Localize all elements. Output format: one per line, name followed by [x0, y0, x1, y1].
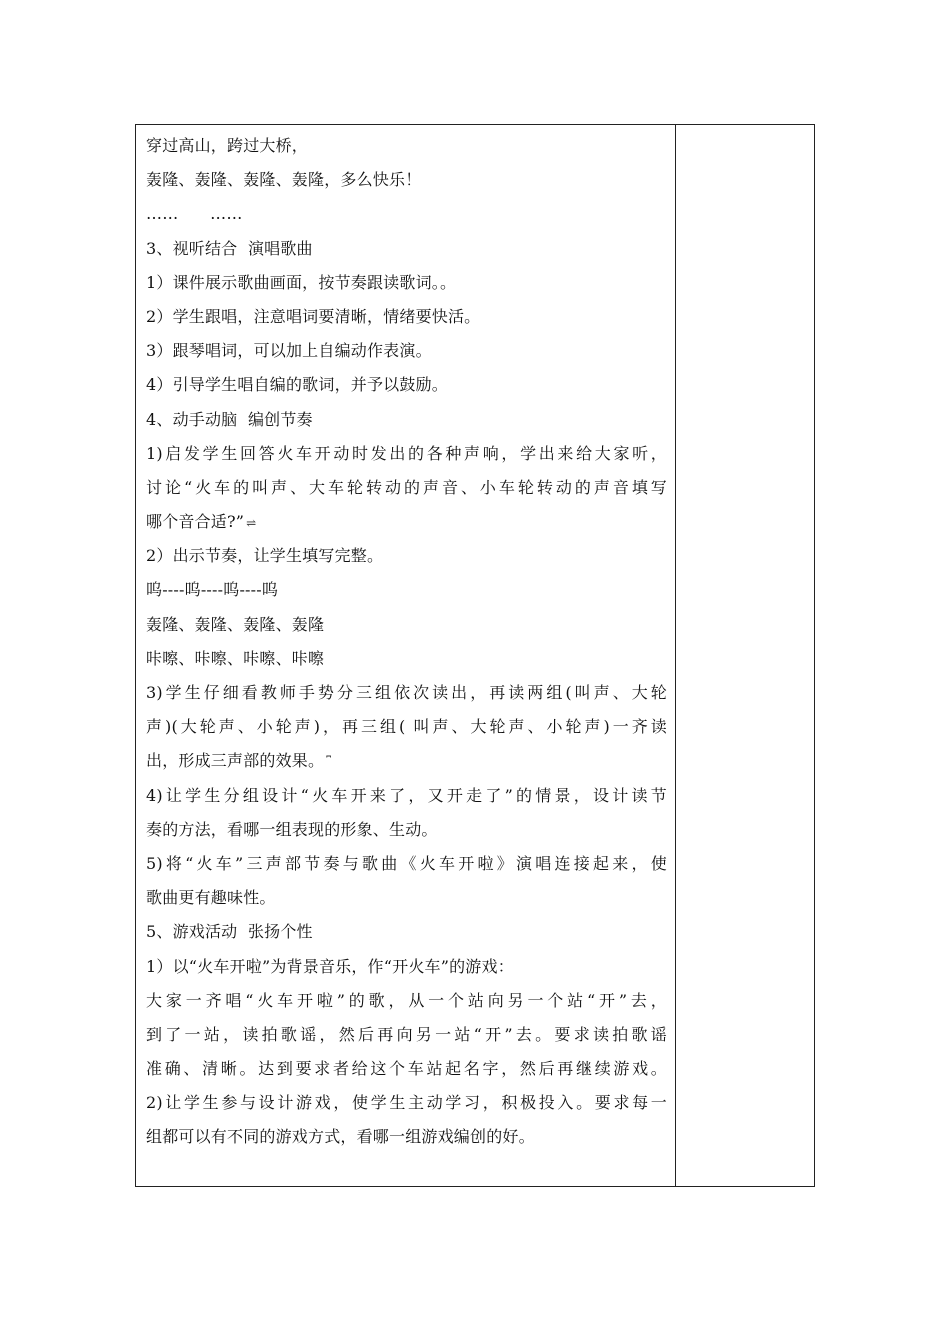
edit-mark-icon: ⎴ [326, 755, 332, 770]
text-line: 出，形成三声部的效果。 [146, 751, 325, 771]
text-line: 4)让学生分组设计“火车开来了，又开走了”的情景，设计读节 [146, 785, 667, 805]
text-line: 3）跟琴唱词，可以加上自编动作表演。 [146, 341, 432, 361]
text-line: 哪个音合适?” [146, 512, 245, 532]
text-line: 4）引导学生唱自编的歌词，并予以鼓励。 [146, 375, 448, 395]
notes-cell [676, 125, 814, 1186]
text-line: 穿过高山，跨过大桥， [146, 136, 309, 155]
rhythm-line: 呜----呜----呜----呜 [146, 580, 279, 600]
text-line: 1）以“火车开啦”为背景音乐，作“开火车”的游戏： [146, 956, 514, 976]
text-line: 组都可以有不同的游戏方式，看哪一组游戏编创的好。 [146, 1127, 535, 1147]
section-heading: 5、游戏活动 张扬个性 [146, 922, 313, 942]
edit-mark-icon: ⇌ [246, 516, 257, 531]
text-line: …… …… [146, 204, 243, 224]
text-line: 2）学生跟唱，注意唱词要清晰，情绪要快活。 [146, 306, 481, 326]
rhythm-line: 轰隆、轰隆、轰隆、轰隆 [146, 614, 325, 634]
lesson-table [135, 124, 815, 1187]
text-line: 1）课件展示歌曲画面，按节奏跟读歌词。。 [146, 272, 457, 292]
text-line: 2)让学生参与设计游戏，使学生主动学习，积极投入。要求每一 [146, 1093, 667, 1113]
text-line-with-mark [146, 505, 667, 539]
text-line: 声)(大轮声、小轮声)，再三组( 叫声、大轮声、小轮声)一齐读 [146, 717, 667, 737]
text-line: 奏的方法，看哪一组表现的形象、生动。 [146, 819, 438, 839]
rhythm-line: 咔嚓、咔嚓、咔嚓、咔嚓 [146, 648, 325, 668]
text-line: 轰隆、轰隆、轰隆、轰隆，多么快乐！ [146, 170, 422, 190]
content-cell [136, 125, 675, 1186]
text-line: 2）出示节奏，让学生填写完整。 [146, 546, 384, 566]
text-line-with-mark [146, 744, 667, 778]
text-line: 歌曲更有趣味性。 [146, 888, 276, 908]
text-line: 准确、清晰。达到要求者给这个车站起名字，然后再继续游戏。 [146, 1059, 667, 1079]
text-line: 大家一齐唱“火车开啦”的歌，从一个站向另一个站“开”去， [146, 990, 667, 1010]
text-line: 讨论“火车的叫声、大车轮转动的声音、小车轮转动的声音填写 [146, 477, 667, 497]
section-heading: 4、动手动脑 编创节奏 [146, 409, 313, 429]
text-line: 到了一站，读拍歌谣，然后再向另一站“开”去。要求读拍歌谣 [146, 1024, 667, 1044]
text-line: 3)学生仔细看教师手势分三组依次读出，再读两组(叫声、大轮 [146, 683, 667, 702]
section-heading: 3、视听结合 演唱歌曲 [146, 238, 313, 258]
text-line: 5)将“火车”三声部节奏与歌曲《火车开啦》演唱连接起来，使 [146, 853, 667, 873]
text-line: 1)启发学生回答火车开动时发出的各种声响，学出来给大家听， [146, 443, 667, 463]
